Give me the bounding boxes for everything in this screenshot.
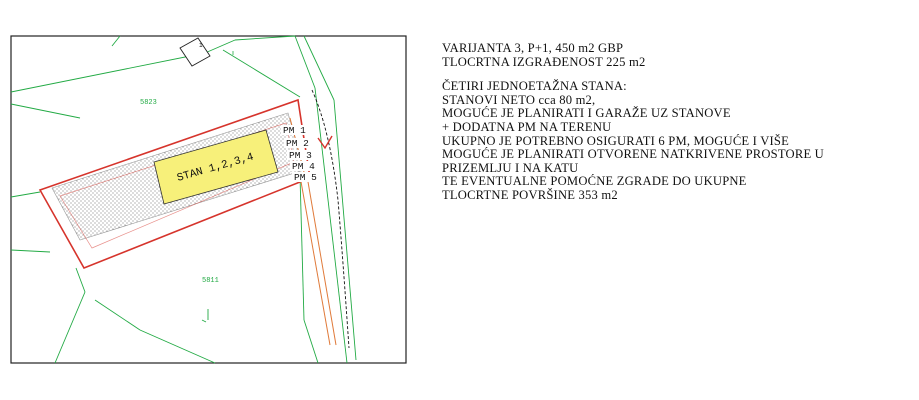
note-line-2: TLOCRTNA IZGRAĐENOST 225 m2	[442, 54, 646, 69]
survey-marker-label: 1	[199, 42, 203, 49]
parcel-label-north: 5823	[140, 99, 157, 107]
parking-label-3: PM 3	[289, 150, 312, 161]
note-line-4: STANOVI NETO cca 80 m2,	[442, 92, 596, 107]
note-line-11: TLOCRTNE POVRŠINE 353 m2	[442, 187, 618, 202]
note-line-7: UKUPNO JE POTREBNO OSIGURATI 6 PM, MOGUĆE I VIŠE	[442, 133, 789, 148]
parking-label-1: PM 1	[283, 125, 306, 136]
site-plan-drawing	[0, 0, 430, 400]
parking-label-5: PM 5	[294, 172, 317, 183]
note-line-6: + DODATNA PM NA TERENU	[442, 119, 612, 134]
design-notes	[442, 42, 824, 203]
parking-label-2: PM 2	[286, 138, 309, 149]
note-line-10: TE EVENTUALNE POMOĆNE ZGRADE DO UKUPNE	[442, 174, 747, 189]
note-line-5: MOGUĆE JE PLANIRATI I GARAŽE UZ STANOVE	[442, 106, 731, 121]
note-line-1: VARIJANTA 3, P+1, 450 m2 GBP	[442, 41, 624, 55]
note-line-8: MOGUĆE JE PLANIRATI OTVORENE NATKRIVENE PROSTORE U	[442, 147, 824, 162]
parcel-label-south: 5811	[202, 277, 219, 285]
note-line-9: PRIZEMLJU I NA KATU	[442, 160, 579, 175]
building-label: STAN 1,2,3,4	[175, 151, 256, 185]
parking-label-4: PM 4	[292, 161, 315, 172]
note-line-3: ČETIRI JEDNOETAŽNA STANA:	[442, 79, 627, 94]
